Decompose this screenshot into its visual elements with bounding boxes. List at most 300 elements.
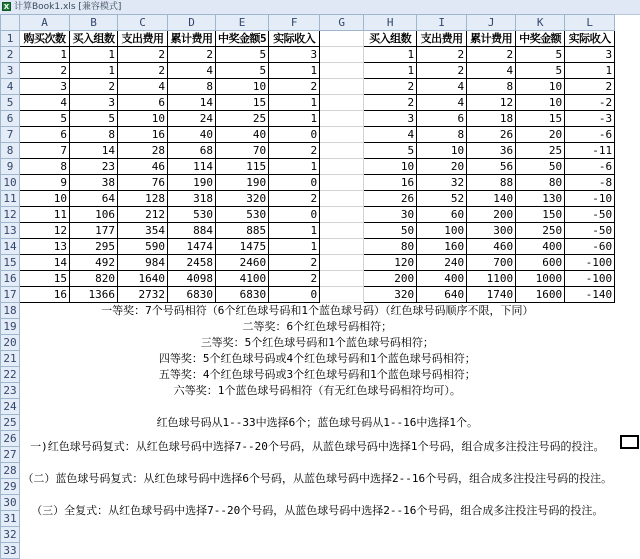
- header-cell[interactable]: 买入组数: [364, 31, 417, 47]
- data-cell[interactable]: 177: [70, 223, 118, 239]
- data-cell[interactable]: 4: [417, 79, 467, 95]
- data-cell[interactable]: 1: [269, 239, 320, 255]
- data-cell[interactable]: 4: [118, 79, 168, 95]
- data-cell[interactable]: 8: [417, 127, 467, 143]
- data-cell[interactable]: -2: [565, 95, 615, 111]
- data-cell[interactable]: 5: [364, 143, 417, 159]
- data-cell[interactable]: 600: [516, 255, 565, 271]
- data-cell[interactable]: 150: [516, 207, 565, 223]
- row-header[interactable]: 21: [1, 351, 20, 367]
- row-header[interactable]: 8: [1, 143, 20, 159]
- data-cell[interactable]: 10: [417, 143, 467, 159]
- data-cell[interactable]: 10: [20, 191, 70, 207]
- empty-cell[interactable]: [417, 399, 467, 415]
- data-cell[interactable]: 8: [168, 79, 216, 95]
- data-cell[interactable]: 36: [467, 143, 516, 159]
- data-cell[interactable]: 8: [70, 127, 118, 143]
- data-cell[interactable]: -3: [565, 111, 615, 127]
- data-cell[interactable]: 26: [467, 127, 516, 143]
- note-text-cell: 一等奖：7个号码相符（6个红色球号码和1个蓝色球号码）（红色球号码顺序不限，下同）: [101, 304, 534, 318]
- empty-cell[interactable]: [467, 527, 516, 543]
- note-text-cell: 一)红色球号码复式：从红色球号码中选择7--20个号码，从蓝色球号码中选择1个号码，组合成多注投注号码的投注。: [30, 440, 605, 453]
- data-cell[interactable]: 100: [417, 223, 467, 239]
- table-row: [1, 175, 615, 191]
- data-cell[interactable]: 1: [269, 159, 320, 175]
- data-cell[interactable]: 10: [516, 79, 565, 95]
- table-row: [1, 127, 615, 143]
- column-header[interactable]: D: [168, 15, 216, 31]
- data-cell[interactable]: 68: [168, 143, 216, 159]
- empty-cell[interactable]: [516, 543, 565, 559]
- data-cell[interactable]: 3: [565, 47, 615, 63]
- data-cell[interactable]: 2: [417, 47, 467, 63]
- data-cell[interactable]: 88: [467, 175, 516, 191]
- row-header[interactable]: 25: [1, 415, 20, 431]
- data-cell[interactable]: 40: [168, 127, 216, 143]
- empty-cell[interactable]: [320, 543, 364, 559]
- data-cell[interactable]: 200: [364, 271, 417, 287]
- data-cell[interactable]: 0: [269, 207, 320, 223]
- data-cell[interactable]: 2: [467, 47, 516, 63]
- data-cell[interactable]: 1: [269, 95, 320, 111]
- empty-cell[interactable]: [565, 399, 615, 415]
- row-header[interactable]: 31: [1, 511, 20, 527]
- data-cell[interactable]: 0: [269, 175, 320, 191]
- header-cell[interactable]: 购买次数: [20, 31, 70, 47]
- active-cell-selection[interactable]: [620, 435, 639, 449]
- select-all-corner[interactable]: [1, 15, 20, 31]
- row-header[interactable]: 10: [1, 175, 20, 191]
- column-header[interactable]: A: [20, 15, 70, 31]
- empty-cell[interactable]: [269, 399, 320, 415]
- empty-cell[interactable]: [168, 527, 216, 543]
- data-cell[interactable]: [320, 127, 364, 143]
- data-cell[interactable]: 1366: [70, 287, 118, 303]
- row-header[interactable]: 13: [1, 223, 20, 239]
- data-cell[interactable]: 354: [118, 223, 168, 239]
- data-cell[interactable]: 120: [364, 255, 417, 271]
- data-cell[interactable]: 885: [216, 223, 269, 239]
- data-cell[interactable]: -140: [565, 287, 615, 303]
- row-header[interactable]: 30: [1, 495, 20, 511]
- row-header[interactable]: 4: [1, 79, 20, 95]
- data-cell[interactable]: 2458: [168, 255, 216, 271]
- data-cell[interactable]: 3: [364, 111, 417, 127]
- data-cell[interactable]: 8: [20, 159, 70, 175]
- row-header[interactable]: 6: [1, 111, 20, 127]
- column-header[interactable]: H: [364, 15, 417, 31]
- data-cell[interactable]: 10: [364, 159, 417, 175]
- data-cell[interactable]: [320, 63, 364, 79]
- data-cell[interactable]: 50: [516, 159, 565, 175]
- data-cell[interactable]: 2: [364, 79, 417, 95]
- column-header[interactable]: J: [467, 15, 516, 31]
- data-cell[interactable]: -11: [565, 143, 615, 159]
- data-cell[interactable]: 76: [118, 175, 168, 191]
- data-cell[interactable]: 60: [417, 207, 467, 223]
- header-cell[interactable]: 实际收入: [565, 31, 615, 47]
- data-cell[interactable]: 10: [516, 95, 565, 111]
- data-cell[interactable]: 115: [216, 159, 269, 175]
- data-cell[interactable]: 400: [417, 271, 467, 287]
- data-cell[interactable]: 10: [118, 111, 168, 127]
- data-cell[interactable]: 6: [20, 127, 70, 143]
- data-cell[interactable]: 11: [20, 207, 70, 223]
- data-cell[interactable]: 38: [70, 175, 118, 191]
- data-cell[interactable]: 26: [364, 191, 417, 207]
- data-cell[interactable]: -6: [565, 159, 615, 175]
- data-cell[interactable]: 6: [118, 95, 168, 111]
- data-cell[interactable]: 6830: [216, 287, 269, 303]
- data-cell[interactable]: 106: [70, 207, 118, 223]
- empty-cell[interactable]: [20, 543, 70, 559]
- empty-cell[interactable]: [216, 543, 269, 559]
- data-cell[interactable]: 56: [467, 159, 516, 175]
- data-cell[interactable]: -100: [565, 271, 615, 287]
- row-header[interactable]: 7: [1, 127, 20, 143]
- empty-cell[interactable]: [70, 399, 118, 415]
- data-cell[interactable]: 1: [70, 47, 118, 63]
- row-header[interactable]: 19: [1, 319, 20, 335]
- empty-cell[interactable]: [20, 527, 70, 543]
- data-cell[interactable]: [320, 175, 364, 191]
- data-cell[interactable]: 4: [168, 63, 216, 79]
- data-cell[interactable]: 32: [417, 175, 467, 191]
- table-row: [1, 527, 615, 543]
- data-cell[interactable]: 2: [118, 47, 168, 63]
- header-cell[interactable]: 实际收入: [269, 31, 320, 47]
- row-header[interactable]: 1: [1, 31, 20, 47]
- empty-cell[interactable]: [417, 543, 467, 559]
- data-cell[interactable]: 12: [467, 95, 516, 111]
- row-header[interactable]: 17: [1, 287, 20, 303]
- row-header[interactable]: 2: [1, 47, 20, 63]
- data-cell[interactable]: [320, 223, 364, 239]
- data-cell[interactable]: 1100: [467, 271, 516, 287]
- data-cell[interactable]: 5: [516, 47, 565, 63]
- data-cell[interactable]: 13: [20, 239, 70, 255]
- header-cell[interactable]: 买入组数: [70, 31, 118, 47]
- data-cell[interactable]: 14: [20, 255, 70, 271]
- data-cell[interactable]: 25: [516, 143, 565, 159]
- empty-cell[interactable]: [20, 399, 70, 415]
- data-cell[interactable]: 320: [364, 287, 417, 303]
- empty-cell[interactable]: [516, 399, 565, 415]
- data-cell[interactable]: 2460: [216, 255, 269, 271]
- data-cell[interactable]: 16: [20, 287, 70, 303]
- row-header[interactable]: 29: [1, 479, 20, 495]
- table-row: [1, 255, 615, 271]
- data-cell[interactable]: [320, 159, 364, 175]
- data-cell[interactable]: 320: [216, 191, 269, 207]
- data-cell[interactable]: 6: [417, 111, 467, 127]
- row-header[interactable]: 11: [1, 191, 20, 207]
- data-cell[interactable]: 1474: [168, 239, 216, 255]
- data-cell[interactable]: 15: [20, 271, 70, 287]
- row-header[interactable]: 16: [1, 271, 20, 287]
- data-cell[interactable]: [320, 79, 364, 95]
- data-cell[interactable]: 530: [216, 207, 269, 223]
- data-cell[interactable]: 2: [269, 79, 320, 95]
- data-cell[interactable]: 1740: [467, 287, 516, 303]
- data-cell[interactable]: 114: [168, 159, 216, 175]
- column-header[interactable]: G: [320, 15, 364, 31]
- data-cell[interactable]: 3: [70, 95, 118, 111]
- data-cell[interactable]: -100: [565, 255, 615, 271]
- column-header[interactable]: E: [216, 15, 269, 31]
- data-cell[interactable]: 4: [467, 63, 516, 79]
- empty-cell[interactable]: [320, 399, 364, 415]
- data-cell[interactable]: 130: [516, 191, 565, 207]
- data-cell[interactable]: 4098: [168, 271, 216, 287]
- data-cell[interactable]: 2: [70, 79, 118, 95]
- row-header[interactable]: 22: [1, 367, 20, 383]
- data-cell[interactable]: 2: [565, 79, 615, 95]
- empty-cell[interactable]: [320, 527, 364, 543]
- data-cell[interactable]: 160: [417, 239, 467, 255]
- data-cell[interactable]: 10: [216, 79, 269, 95]
- data-cell[interactable]: 14: [168, 95, 216, 111]
- data-cell[interactable]: 640: [417, 287, 467, 303]
- data-cell[interactable]: 2: [417, 63, 467, 79]
- data-cell[interactable]: 2: [364, 95, 417, 111]
- data-cell[interactable]: 5: [216, 63, 269, 79]
- column-header[interactable]: I: [417, 15, 467, 31]
- empty-cell[interactable]: [269, 527, 320, 543]
- data-cell[interactable]: 1: [364, 63, 417, 79]
- data-cell[interactable]: 2: [118, 63, 168, 79]
- header-cell[interactable]: 中奖金额5: [216, 31, 269, 47]
- data-cell[interactable]: 2: [20, 63, 70, 79]
- data-cell[interactable]: 3: [269, 47, 320, 63]
- row-header[interactable]: 18: [1, 303, 20, 319]
- data-cell[interactable]: -50: [565, 223, 615, 239]
- data-cell[interactable]: -6: [565, 127, 615, 143]
- row-header[interactable]: 20: [1, 335, 20, 351]
- row-header[interactable]: 24: [1, 399, 20, 415]
- data-cell[interactable]: [320, 239, 364, 255]
- data-cell[interactable]: 984: [118, 255, 168, 271]
- data-cell[interactable]: 318: [168, 191, 216, 207]
- data-cell[interactable]: 5: [216, 47, 269, 63]
- data-cell[interactable]: 2: [269, 271, 320, 287]
- data-cell[interactable]: 52: [417, 191, 467, 207]
- data-cell[interactable]: 16: [364, 175, 417, 191]
- data-cell[interactable]: 884: [168, 223, 216, 239]
- data-cell[interactable]: 18: [467, 111, 516, 127]
- data-cell[interactable]: 14: [70, 143, 118, 159]
- data-cell[interactable]: 1000: [516, 271, 565, 287]
- data-cell[interactable]: 4100: [216, 271, 269, 287]
- empty-cell[interactable]: [269, 543, 320, 559]
- data-cell[interactable]: 28: [118, 143, 168, 159]
- note-text-cell: 四等奖：5个红色球号码或4个红色球号码和1个蓝色球号码相符；: [158, 352, 476, 365]
- data-cell[interactable]: [320, 287, 364, 303]
- data-cell[interactable]: 15: [216, 95, 269, 111]
- data-cell[interactable]: 190: [168, 175, 216, 191]
- row-header[interactable]: 28: [1, 463, 20, 479]
- data-cell[interactable]: 3: [20, 79, 70, 95]
- empty-cell[interactable]: [364, 543, 417, 559]
- data-cell[interactable]: 50: [364, 223, 417, 239]
- data-cell[interactable]: 15: [516, 111, 565, 127]
- column-header[interactable]: B: [70, 15, 118, 31]
- data-cell[interactable]: 700: [467, 255, 516, 271]
- data-cell[interactable]: -60: [565, 239, 615, 255]
- data-cell[interactable]: 460: [467, 239, 516, 255]
- data-cell[interactable]: 140: [467, 191, 516, 207]
- note-text-cell: 五等奖：4个红色球号码或3个红色球号码和1个蓝色球号码相符；: [158, 368, 476, 381]
- data-cell[interactable]: 23: [70, 159, 118, 175]
- data-cell[interactable]: 4: [417, 95, 467, 111]
- header-cell[interactable]: 累计费用: [168, 31, 216, 47]
- data-cell[interactable]: 80: [364, 239, 417, 255]
- empty-cell[interactable]: [168, 543, 216, 559]
- data-cell[interactable]: 200: [467, 207, 516, 223]
- data-cell[interactable]: 0: [269, 287, 320, 303]
- data-cell[interactable]: 30: [364, 207, 417, 223]
- data-cell[interactable]: 7: [20, 143, 70, 159]
- note-text-cell: 六等奖：1个蓝色球号码相符（有无红色球号码相符均可）。: [173, 384, 461, 397]
- data-cell[interactable]: 820: [70, 271, 118, 287]
- row-header[interactable]: 3: [1, 63, 20, 79]
- data-cell[interactable]: 2: [168, 47, 216, 63]
- header-cell[interactable]: 支出费用: [118, 31, 168, 47]
- column-header[interactable]: K: [516, 15, 565, 31]
- data-cell[interactable]: 70: [216, 143, 269, 159]
- data-cell[interactable]: 24: [168, 111, 216, 127]
- data-cell[interactable]: 1: [269, 111, 320, 127]
- row-header[interactable]: 32: [1, 527, 20, 543]
- column-header[interactable]: F: [269, 15, 320, 31]
- data-cell[interactable]: [320, 207, 364, 223]
- data-cell[interactable]: 190: [216, 175, 269, 191]
- note-text-cell: 红色球号码从1--33中选择6个；蓝色球号码从1--16中选择1个。: [156, 416, 479, 429]
- row-header[interactable]: 27: [1, 447, 20, 463]
- table-row: [1, 463, 615, 479]
- data-cell[interactable]: 250: [516, 223, 565, 239]
- data-cell[interactable]: 25: [216, 111, 269, 127]
- data-cell[interactable]: 46: [118, 159, 168, 175]
- row-header[interactable]: 14: [1, 239, 20, 255]
- data-cell[interactable]: 1475: [216, 239, 269, 255]
- header-cell[interactable]: 累计费用: [467, 31, 516, 47]
- data-cell[interactable]: 1: [364, 47, 417, 63]
- data-cell[interactable]: -8: [565, 175, 615, 191]
- row-header[interactable]: 26: [1, 431, 20, 447]
- excel-icon: X: [3, 3, 10, 11]
- empty-cell[interactable]: [364, 399, 417, 415]
- empty-cell[interactable]: [565, 527, 615, 543]
- data-cell[interactable]: 530: [168, 207, 216, 223]
- header-cell[interactable]: [320, 31, 364, 47]
- data-cell[interactable]: -10: [565, 191, 615, 207]
- data-cell[interactable]: 5: [516, 63, 565, 79]
- empty-cell[interactable]: [216, 399, 269, 415]
- data-cell[interactable]: 12: [20, 223, 70, 239]
- data-cell[interactable]: 2: [269, 191, 320, 207]
- empty-cell[interactable]: [118, 543, 168, 559]
- row-header[interactable]: 33: [1, 543, 20, 559]
- data-cell[interactable]: 9: [20, 175, 70, 191]
- row-header[interactable]: 23: [1, 383, 20, 399]
- data-cell[interactable]: 5: [70, 111, 118, 127]
- data-cell[interactable]: 128: [118, 191, 168, 207]
- empty-cell[interactable]: [118, 527, 168, 543]
- column-header[interactable]: L: [565, 15, 615, 31]
- data-cell[interactable]: [320, 111, 364, 127]
- data-cell[interactable]: 300: [467, 223, 516, 239]
- empty-cell[interactable]: [216, 527, 269, 543]
- data-cell[interactable]: 1: [70, 63, 118, 79]
- header-cell[interactable]: 支出费用: [417, 31, 467, 47]
- spreadsheet-grid[interactable]: [0, 14, 640, 557]
- empty-cell[interactable]: [364, 527, 417, 543]
- empty-cell[interactable]: [417, 527, 467, 543]
- data-cell[interactable]: 4: [20, 95, 70, 111]
- empty-cell[interactable]: [467, 543, 516, 559]
- data-cell[interactable]: 590: [118, 239, 168, 255]
- data-cell[interactable]: 80: [516, 175, 565, 191]
- data-cell[interactable]: 1640: [118, 271, 168, 287]
- data-cell[interactable]: 16: [118, 127, 168, 143]
- data-cell[interactable]: 0: [269, 127, 320, 143]
- data-cell[interactable]: 492: [70, 255, 118, 271]
- data-cell[interactable]: 1: [20, 47, 70, 63]
- data-cell[interactable]: 20: [417, 159, 467, 175]
- data-cell[interactable]: 2: [269, 255, 320, 271]
- data-cell[interactable]: 1: [269, 223, 320, 239]
- data-cell[interactable]: 212: [118, 207, 168, 223]
- data-cell[interactable]: 1: [269, 63, 320, 79]
- row-header[interactable]: 9: [1, 159, 20, 175]
- row-header[interactable]: 15: [1, 255, 20, 271]
- data-cell[interactable]: [320, 191, 364, 207]
- data-cell[interactable]: 6830: [168, 287, 216, 303]
- data-cell[interactable]: 1600: [516, 287, 565, 303]
- data-cell[interactable]: 2: [269, 143, 320, 159]
- data-cell[interactable]: [320, 255, 364, 271]
- data-cell[interactable]: [320, 95, 364, 111]
- data-cell[interactable]: 2732: [118, 287, 168, 303]
- empty-cell[interactable]: [70, 543, 118, 559]
- data-cell[interactable]: 64: [70, 191, 118, 207]
- data-cell[interactable]: 240: [417, 255, 467, 271]
- empty-cell[interactable]: [118, 399, 168, 415]
- header-cell[interactable]: 中奖金额: [516, 31, 565, 47]
- data-cell[interactable]: 400: [516, 239, 565, 255]
- data-cell[interactable]: 4: [364, 127, 417, 143]
- empty-cell[interactable]: [516, 527, 565, 543]
- empty-cell[interactable]: [168, 399, 216, 415]
- empty-cell[interactable]: [70, 527, 118, 543]
- data-cell[interactable]: 295: [70, 239, 118, 255]
- data-cell[interactable]: 40: [216, 127, 269, 143]
- row-header[interactable]: 5: [1, 95, 20, 111]
- data-cell[interactable]: [320, 143, 364, 159]
- data-cell[interactable]: 8: [467, 79, 516, 95]
- data-cell[interactable]: 1: [565, 63, 615, 79]
- data-cell[interactable]: 20: [516, 127, 565, 143]
- data-cell[interactable]: 5: [20, 111, 70, 127]
- row-header[interactable]: 12: [1, 207, 20, 223]
- data-cell[interactable]: [320, 47, 364, 63]
- empty-cell[interactable]: [565, 543, 615, 559]
- data-cell[interactable]: -50: [565, 207, 615, 223]
- data-cell[interactable]: [320, 271, 364, 287]
- column-header[interactable]: C: [118, 15, 168, 31]
- empty-cell[interactable]: [467, 399, 516, 415]
